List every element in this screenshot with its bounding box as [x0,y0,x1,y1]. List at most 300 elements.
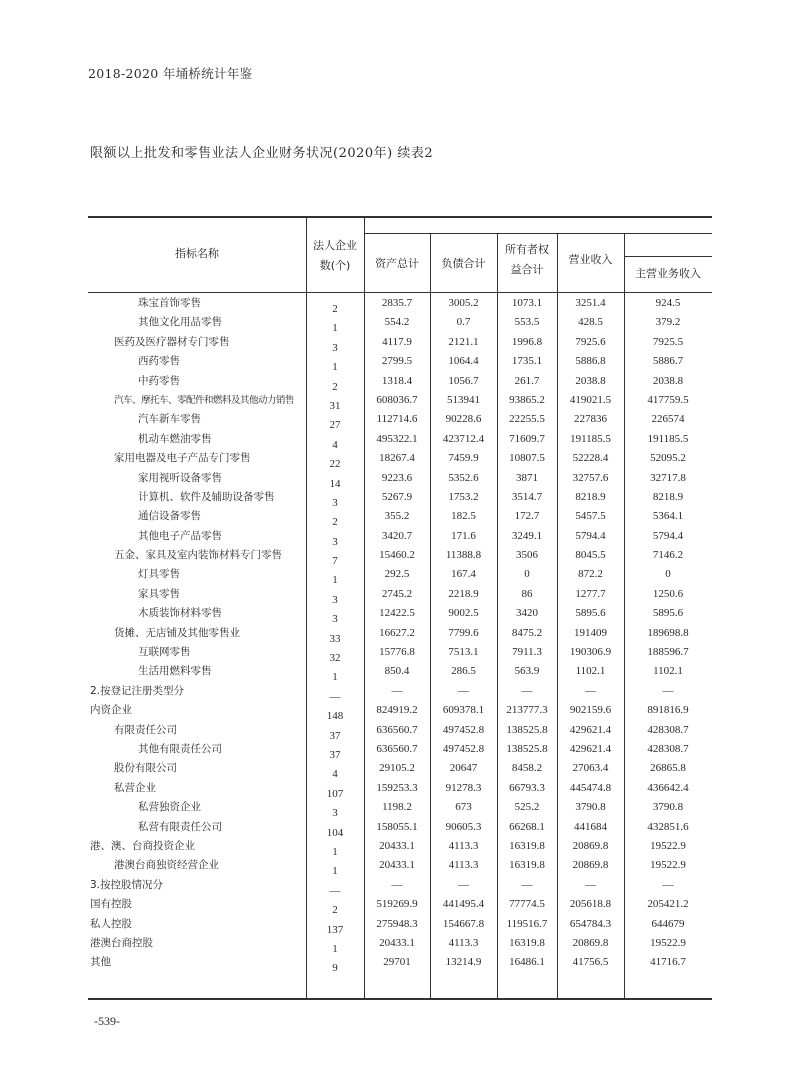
equity-cell: 3506 [516,549,538,562]
equity-cell: 93865.2 [509,393,545,406]
liabilities-cell: 91278.3 [445,781,482,794]
table-row [88,643,712,665]
table-title: 限额以上批发和零售业法人企业财务状况(2020年) 续表2 [90,146,434,161]
assets-cell: 18267.4 [379,452,415,465]
liabilities-cell: 513941 [447,393,480,406]
table-row [88,391,712,410]
equity-cell: 138525.8 [506,723,548,736]
revenue-cell: 8218.9 [575,490,606,503]
row-name: 珠宝首饰零售 [138,297,201,309]
count-cell: — [329,884,341,897]
revenue-cell: 1277.7 [575,587,606,600]
assets-cell: 15460.2 [379,549,415,562]
main-revenue-cell: 19522.9 [650,839,686,852]
liabilities-cell: 497452.8 [442,742,485,755]
liabilities-cell: 171.6 [451,529,476,542]
count-cell: 22 [329,458,341,471]
table-row [88,449,712,471]
count-cell: 1 [332,671,338,684]
count-cell: 7 [332,555,338,568]
table-row [88,818,712,837]
equity-cell: — [521,684,533,697]
header-main-revenue: 主营业务收入 [635,267,701,280]
revenue-cell: 445474.8 [569,781,612,794]
running-head: 2018-2020 年埇桥统计年鉴 [88,66,253,81]
row-name: 汽车、摩托车、零配件和燃料及其他动力销售 [114,394,294,406]
assets-cell: 636560.7 [376,742,418,755]
liabilities-cell: 2218.9 [448,587,479,600]
revenue-cell: 429621.4 [569,742,612,755]
main-revenue-cell: 428308.7 [647,723,689,736]
assets-cell: 5267.9 [381,490,413,503]
table-row [88,934,712,953]
equity-cell: 86 [521,587,533,600]
main-revenue-cell: 7925.5 [652,335,684,348]
equity-cell: 1735.1 [511,355,543,368]
row-name: 计算机、软件及辅助设备零售 [138,490,275,503]
liabilities-cell: 2121.1 [448,335,479,348]
revenue-cell: 2038.8 [575,374,606,387]
revenue-cell: 52228.4 [572,452,609,465]
revenue-cell: 27063.4 [572,762,609,775]
liabilities-cell: 423712.4 [442,432,485,445]
equity-cell: 8475.2 [511,626,543,639]
header-assets: 资产总计 [375,257,419,270]
liabilities-cell: 3005.2 [448,297,479,309]
row-name: 汽车新车零售 [138,413,201,426]
table-row [88,313,712,335]
liabilities-cell: 13214.9 [445,956,482,969]
count-cell: 9 [332,962,338,975]
table-row [88,759,712,781]
count-cell: 33 [329,632,341,645]
header-count-line2: 数(个) [319,259,351,272]
main-revenue-cell: 8218.9 [652,490,684,503]
liabilities-cell: 7799.6 [448,626,479,639]
equity-cell: 3249.1 [511,529,543,542]
count-cell: 27 [329,419,341,432]
count-cell: 137 [326,923,344,936]
table-row [88,527,712,546]
main-revenue-cell: 1250.6 [652,587,684,600]
main-revenue-cell: 32717.8 [650,471,686,484]
count-cell: 37 [329,729,341,742]
table-row [88,701,712,723]
equity-cell: 3514.7 [511,490,543,503]
table-row [88,915,712,934]
liabilities-cell: 90605.3 [445,820,482,833]
equity-cell: 1073.1 [511,297,543,309]
equity-cell: 71609.7 [509,432,545,445]
table-row [88,430,712,449]
count-cell: 1 [332,845,338,858]
table-row [88,294,712,313]
equity-cell: 66793.3 [509,781,545,794]
row-name: 国有控股 [90,898,132,911]
table-row [88,721,712,740]
main-revenue-cell: 644679 [651,917,685,930]
equity-cell: 16319.8 [509,936,545,949]
liabilities-cell: 7459.9 [448,452,479,465]
row-name: 互联网零售 [138,646,191,659]
count-cell: 2 [332,904,338,917]
header-equity-line1: 所有者权 [505,243,549,256]
revenue-cell: 191185.5 [570,432,611,445]
revenue-cell: 191409 [574,626,607,639]
table-row [88,682,712,701]
liabilities-cell: 609378.1 [442,704,485,717]
liabilities-cell: 5352.6 [448,471,479,484]
assets-cell: 2745.2 [381,587,413,600]
main-revenue-cell: 52095.2 [650,452,686,465]
assets-cell: 495322.1 [376,432,418,445]
row-name: 灯具零售 [138,568,180,581]
row-name: 家具零售 [138,587,180,600]
equity-cell: 66268.1 [509,820,545,833]
count-cell: 37 [329,748,341,761]
row-name: 2.按登记注册类型分 [90,684,185,697]
row-name: 其他电子产品零售 [138,529,222,542]
revenue-cell: 227836 [574,413,607,426]
assets-cell: 554.2 [384,316,410,329]
revenue-cell: 5895.6 [575,607,606,620]
revenue-cell: 654784.3 [569,917,612,930]
table-row [88,624,712,643]
table-bottom-rule [88,998,712,1000]
count-cell: 3 [332,593,338,606]
assets-cell: 2835.7 [381,297,413,309]
row-name: 股份有限公司 [114,762,177,775]
assets-cell: 824919.2 [376,704,418,717]
revenue-cell: 190306.9 [569,646,612,659]
equity-cell: 525.2 [514,801,540,814]
revenue-cell: 5794.4 [575,529,606,542]
row-name: 西药零售 [138,355,180,368]
row-name: 机动车燃油零售 [138,432,212,445]
count-cell: 1 [332,942,338,955]
revenue-cell: 5886.8 [575,355,606,368]
main-revenue-rule [624,256,712,257]
count-cell: 3 [332,535,338,548]
revenue-cell: 32757.6 [572,471,609,484]
table-row [88,779,712,798]
table-row [88,895,712,917]
main-revenue-cell: 0 [665,568,671,581]
table-row [88,372,712,391]
liabilities-cell: 9002.5 [448,607,479,620]
equity-cell: 16486.1 [509,956,545,969]
count-cell: 14 [329,477,341,490]
revenue-cell: 428.5 [578,316,603,329]
equity-cell: 16319.8 [509,859,545,872]
assets-cell: 1318.4 [381,374,413,387]
assets-cell: 2799.5 [381,355,413,368]
main-revenue-cell: 226574 [651,413,685,426]
revenue-cell: 441684 [574,820,607,833]
main-revenue-cell: 379.2 [655,316,681,329]
main-revenue-cell: — [662,878,674,891]
revenue-cell: — [585,684,596,697]
count-cell: 31 [329,399,341,412]
main-revenue-cell: 2038.8 [652,374,684,387]
main-revenue-cell: 205421.2 [647,898,689,911]
liabilities-cell: 1064.4 [448,355,479,368]
liabilities-cell: 11388.8 [445,549,482,562]
revenue-cell: 419021.5 [569,393,612,406]
table-row [88,953,712,975]
row-name: 3.按控股情况分 [90,878,164,891]
header-group-rule [364,233,712,234]
equity-cell: 563.9 [514,665,540,678]
main-revenue-cell: 5794.4 [652,529,684,542]
table-row [88,546,712,568]
count-cell: 2 [332,380,338,393]
equity-cell: 261.7 [514,374,540,387]
main-revenue-cell: 189698.8 [647,626,689,639]
table-row [88,856,712,878]
table-row [88,352,712,374]
equity-cell: — [521,878,533,891]
count-cell: 104 [326,826,344,839]
row-name: 货摊、无店铺及其他零售业 [114,626,240,639]
row-name: 有限责任公司 [114,723,177,736]
row-name: 私营独资企业 [138,801,201,814]
main-revenue-cell: 5895.6 [652,607,684,620]
main-revenue-cell: 3790.8 [652,801,684,814]
table-row [88,333,712,352]
liabilities-cell: — [458,684,469,697]
row-name: 其他有限责任公司 [138,742,222,755]
row-name: 家用视听设备零售 [138,471,222,484]
assets-cell: 15776.8 [379,646,415,659]
row-name: 私人控股 [90,917,132,930]
table-row [88,469,712,488]
count-cell: 32 [329,652,341,665]
main-revenue-cell: 5886.7 [652,355,684,368]
assets-cell: — [391,878,403,891]
liabilities-cell: 20647 [449,762,478,775]
main-revenue-cell: 432851.6 [647,820,689,833]
equity-cell: 3871 [516,471,538,484]
revenue-cell: — [585,878,596,891]
table-row [88,876,712,895]
assets-cell: 20433.1 [379,859,415,872]
assets-cell: 608036.7 [376,393,418,406]
liabilities-cell: 4113.3 [448,936,479,949]
main-revenue-cell: 26865.8 [650,762,686,775]
assets-cell: 158055.1 [376,820,418,833]
assets-cell: 292.5 [384,568,410,581]
count-cell: 1 [332,361,338,374]
header-equity [497,240,557,280]
assets-cell: 4117.9 [382,335,412,348]
liabilities-cell: 4113.3 [448,859,479,872]
liabilities-cell: 673 [455,801,472,814]
main-revenue-cell: 891816.9 [647,704,689,717]
header-equity-line2: 益合计 [510,263,544,276]
liabilities-cell: 1056.7 [448,374,479,387]
equity-cell: 77774.5 [509,898,545,911]
liabilities-cell: 90228.6 [445,413,482,426]
count-cell: 3 [332,496,338,509]
revenue-cell: 20869.8 [572,839,609,852]
liabilities-cell: 182.5 [451,510,476,523]
liabilities-cell: 7513.1 [448,646,479,659]
page-number: -539- [94,1014,120,1028]
liabilities-cell: 286.5 [451,665,476,678]
revenue-cell: 902159.6 [569,704,612,717]
table-row [88,798,712,820]
main-revenue-cell: 5364.1 [652,510,684,523]
table-row [88,488,712,507]
liabilities-cell: 154667.8 [442,917,485,930]
liabilities-cell: — [458,878,469,891]
row-name: 私营企业 [114,781,156,794]
count-cell: 1 [332,574,338,587]
row-name: 港澳台商独资经营企业 [114,859,219,872]
equity-cell: 10807.5 [509,452,545,465]
revenue-cell: 41756.5 [572,956,609,969]
revenue-cell: 20869.8 [572,936,609,949]
row-name: 中药零售 [138,374,180,387]
liabilities-cell: 167.4 [451,568,476,581]
count-cell: 148 [326,710,344,723]
assets-cell: 159253.3 [376,781,418,794]
table-row [88,410,712,432]
main-revenue-cell: 41716.7 [650,956,686,969]
equity-cell: 8458.2 [511,762,543,775]
revenue-cell: 8045.5 [575,549,606,562]
equity-cell: 138525.8 [506,742,548,755]
table-row [88,585,712,604]
equity-cell: 7911.3 [512,646,542,659]
count-cell: — [329,690,341,703]
main-revenue-cell: 417759.5 [647,393,689,406]
assets-cell: 636560.7 [376,723,418,736]
row-name: 其他 [90,956,111,969]
equity-cell: 0 [524,568,530,581]
count-cell: 107 [326,787,344,800]
assets-cell: 20433.1 [379,936,415,949]
header-name: 指标名称 [175,247,219,260]
assets-cell: 275948.3 [376,917,418,930]
table-row [88,740,712,759]
header-revenue: 营业收入 [568,253,613,266]
main-revenue-cell: 436642.4 [647,781,689,794]
revenue-cell: 3251.4 [575,297,606,309]
main-revenue-cell: 428308.7 [647,742,689,755]
row-name: 其他文化用品零售 [138,316,222,329]
revenue-cell: 205618.8 [569,898,612,911]
revenue-cell: 7925.6 [575,335,606,348]
count-cell: 4 [332,438,338,451]
count-cell: 3 [332,341,338,354]
liabilities-cell: 441495.4 [442,898,485,911]
count-cell: 2 [332,516,338,529]
assets-cell: 12422.5 [379,607,415,620]
revenue-cell: 3790.8 [575,801,606,814]
main-revenue-cell: 19522.9 [650,936,686,949]
count-cell: 3 [332,807,338,820]
revenue-cell: 20869.8 [572,859,609,872]
assets-cell: 519269.9 [376,898,418,911]
row-name: 港澳台商控股 [90,936,153,949]
header-liabilities: 负债合计 [441,257,486,270]
equity-cell: 1996.8 [511,335,543,348]
revenue-cell: 5457.5 [575,510,606,523]
table-top-rule [88,216,712,218]
assets-cell: 3420.7 [381,529,413,542]
main-revenue-cell: 7146.2 [652,549,684,562]
assets-cell: 20433.1 [379,839,415,852]
row-name: 通信设备零售 [138,510,201,523]
main-revenue-cell: — [662,684,674,697]
row-name: 家用电器及电子产品专门零售 [114,452,251,465]
row-name: 内资企业 [90,704,132,717]
assets-cell: 850.4 [384,665,410,678]
assets-cell: 112714.6 [376,413,418,426]
assets-cell: 1198.2 [382,801,412,814]
table-row [88,604,712,626]
equity-cell: 16319.8 [509,839,545,852]
equity-cell: 3420 [516,607,538,620]
revenue-cell: 429621.4 [569,723,612,736]
liabilities-cell: 1753.2 [448,490,479,503]
equity-cell: 119516.7 [506,917,548,930]
liabilities-cell: 0.7 [456,316,471,329]
count-cell: 4 [332,768,338,781]
header-bottom-rule [88,292,712,293]
liabilities-cell: 4113.3 [448,839,479,852]
assets-cell: 29105.2 [379,762,415,775]
assets-cell: 355.2 [384,510,410,523]
table-row [88,837,712,856]
count-cell: 2 [332,303,338,315]
count-cell: 3 [332,613,338,626]
header-count [306,236,364,276]
count-cell: 1 [332,865,338,878]
header-count-line1: 法人企业 [313,239,357,252]
liabilities-cell: 497452.8 [442,723,485,736]
row-name: 生活用燃料零售 [138,665,212,678]
row-name: 港、澳、台商投资企业 [90,839,195,852]
equity-cell: 172.7 [514,510,540,523]
table-body [88,294,712,973]
main-revenue-cell: 19522.9 [650,859,686,872]
assets-cell: 29701 [383,956,411,969]
row-name: 木质装饰材料零售 [138,607,222,620]
main-revenue-cell: 191185.5 [647,432,689,445]
assets-cell: — [391,684,403,697]
row-name: 五金、家具及室内装饰材料专门零售 [114,549,282,562]
main-revenue-cell: 1102.1 [653,665,683,678]
equity-cell: 553.5 [514,316,540,329]
equity-cell: 22255.5 [509,413,545,426]
count-cell: 1 [332,322,338,335]
assets-cell: 9223.6 [381,471,413,484]
row-name: 私营有限责任公司 [138,820,222,833]
table-row [88,662,712,684]
main-revenue-cell: 924.5 [655,297,681,309]
table-row [88,565,712,587]
revenue-cell: 872.2 [578,568,603,581]
revenue-cell: 1102.1 [575,665,606,678]
row-name: 医药及医疗器材专门零售 [114,335,230,348]
equity-cell: 213777.3 [506,704,548,717]
table-row [88,507,712,529]
assets-cell: 16627.2 [379,626,415,639]
main-revenue-cell: 188596.7 [647,646,689,659]
